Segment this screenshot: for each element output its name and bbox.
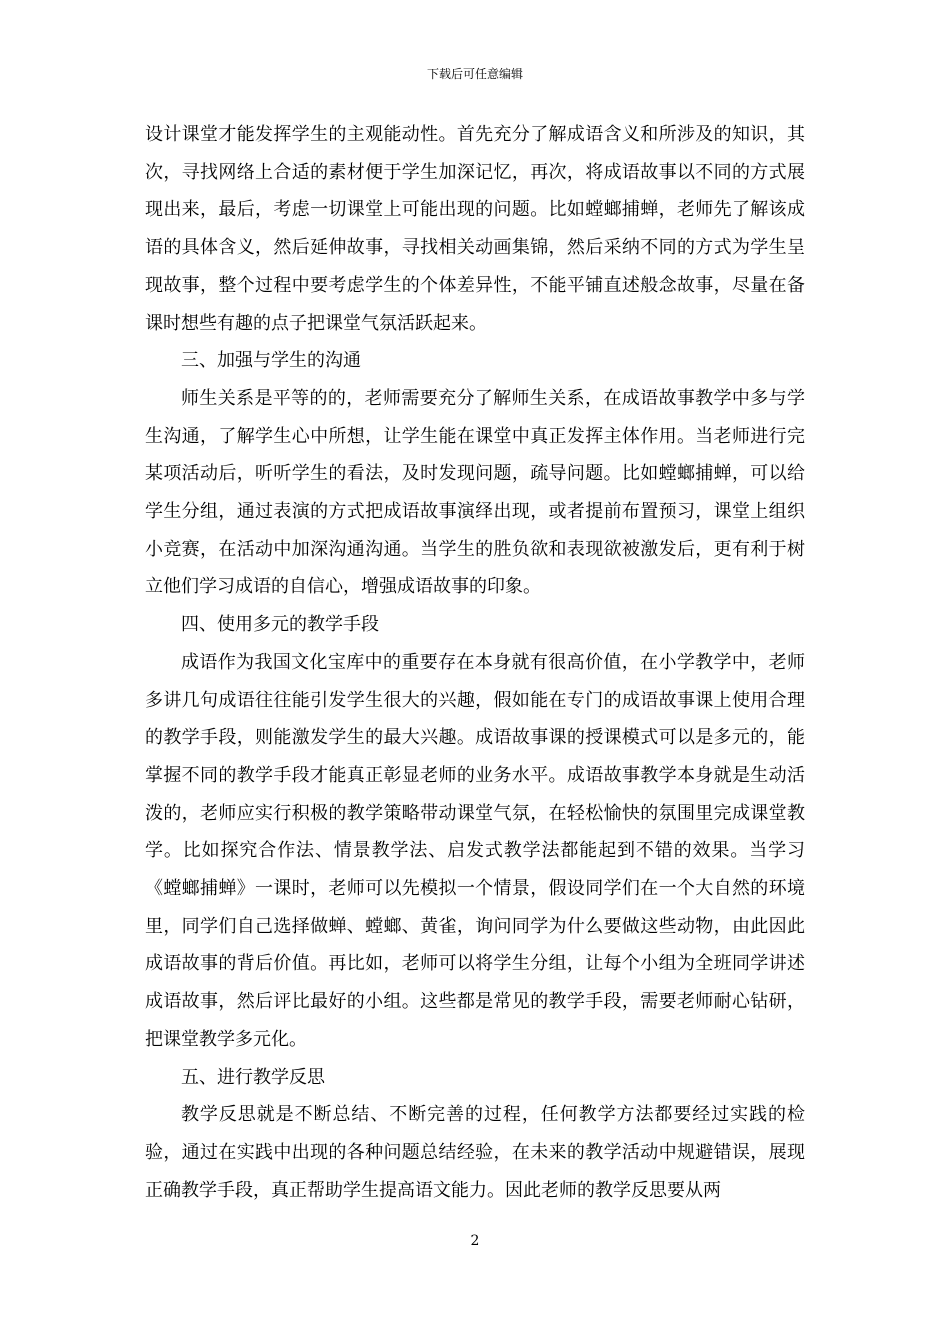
section-heading-4: 四、使用多元的教学手段 — [181, 614, 379, 636]
page-header-note: 下载后可任意编辑 — [426, 67, 523, 81]
page-number: 2 — [470, 1233, 480, 1249]
paragraph-communication: 师生关系是平等的的，老师需要充分了解师生关系，在成语故事教学中多与学生沟通，了解学生心中所想，让学生能在课堂中真正发挥主体作用。当老师进行完某项活动后，听听学生的看法，及时发现问题，疏导问题。比如螳螂捕蝉，可以给学生分组，通过表演的方式把成语故事演绎出现，或者提前布置预习，课堂上组织小竞赛，在活动中加深沟通沟通。当学生的胜负欲和表现欲被激发后，更有利于树立他们学习成语的自信心，增强成语故事的印象。 — [145, 387, 805, 598]
paragraph-reflection: 教学反思就是不断总结、不断完善的过程，任何教学方法都要经过实践的检验，通过在实践中出现的各种问题总结经验，在未来的教学活动中规避错误，展现正确教学手段，真正帮助学生提高语文能力。因此老师的教学反思要从两 — [145, 1104, 805, 1201]
paragraph-continued: 设计课堂才能发挥学生的主观能动性。首先充分了解成语含义和所涉及的知识，其次，寻找网络上合适的素材便于学生加深记忆，再次，将成语故事以不同的方式展现出来，最后，考虑一切课堂上可能出现的问题。比如螳螂捕蝉，老师先了解该成语的具体含义，然后延伸故事，寻找相关动画集锦，然后采纳不同的方式为学生呈现故事，整个过程中要考虑学生的个体差异性，不能平铺直述般念故事，尽量在备课时想些有趣的点子把课堂气氛活跃起来。 — [145, 124, 805, 334]
paragraph-teaching-methods: 成语作为我国文化宝库中的重要存在本身就有很高价值，在小学教学中，老师多讲几句成语往往能引发学生很大的兴趣，假如能在专门的成语故事课上使用合理的教学手段，则能激发学生的最大兴趣。成语故事课的授课模式可以是多元的，能掌握不同的教学手段才能真正彰显老师的业务水平。成语故事教学本身就是生动活泼的，老师应实行积极的教学策略带动课堂气氛，在轻松愉快的氛围里完成课堂教学。比如探究合作法、情景教学法、启发式教学法都能起到不错的效果。当学习《螳螂捕蝉》一课时，老师可以先模拟一个情景，假设同学们在一个大自然的环境里，同学们自己选择做蝉、螳螂、黄雀，询问同学为什么要做这些动物，由此因此成语故事的背后价值。再比如，老师可以将学生分组，让每个小组为全班同学讲述成语故事，然后评比最好的小组。这些都是常见的教学手段，需要老师耐心钻研，把课堂教学多元化。 — [145, 651, 805, 1050]
document-body — [145, 116, 805, 1209]
section-heading-5: 五、进行教学反思 — [181, 1066, 325, 1088]
section-heading-3: 三、加强与学生的沟通 — [181, 350, 361, 372]
